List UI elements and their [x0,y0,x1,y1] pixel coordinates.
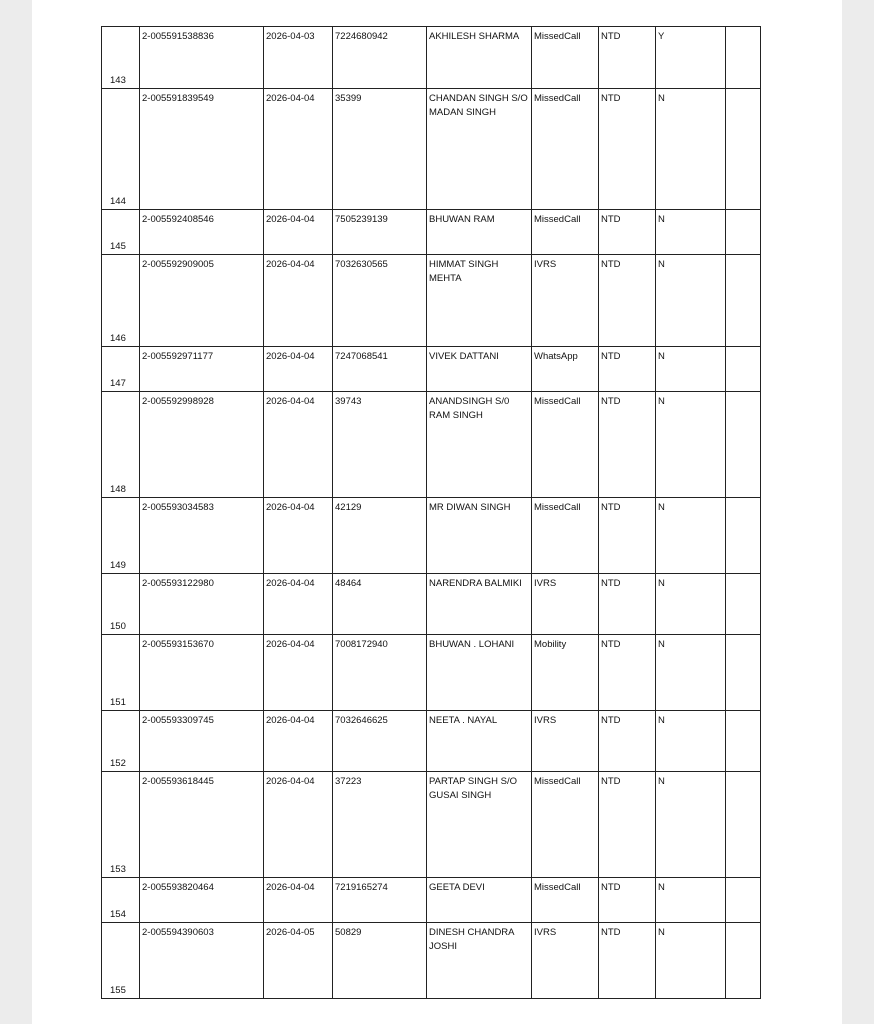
status-cell [599,27,656,89]
phone-number-cell [333,923,427,999]
row-number: 153 [110,864,126,875]
customer-name: GEETA DEVI [429,882,485,893]
phone-number: 7032630565 [335,259,388,270]
row-number-cell [102,878,140,923]
extra [726,711,760,714]
status-cell [599,347,656,392]
table-row [102,574,761,635]
customer-name-cell [427,255,532,347]
record-date-cell [264,27,333,89]
record-id: 2-005591839549 [142,93,214,104]
status: NTD [601,927,621,938]
extra [726,574,760,577]
record-date-cell [264,89,333,210]
customer-name-cell [427,89,532,210]
status-cell [599,711,656,772]
record-date: 2026-04-04 [266,93,315,104]
status: NTD [601,882,621,893]
phone-number: 7224680942 [335,31,388,42]
status: NTD [601,93,621,104]
record-date-cell [264,635,333,711]
record-id-cell [140,392,264,498]
record-id: 2-005592971177 [142,351,214,362]
channel-cell [532,210,599,255]
extra-cell [726,347,761,392]
record-date-cell [264,347,333,392]
status: NTD [601,639,621,650]
record-date: 2026-04-04 [266,882,315,893]
extra [726,923,760,926]
status: NTD [601,396,621,407]
row-number-cell [102,392,140,498]
extra-cell [726,255,761,347]
record-date: 2026-04-04 [266,351,315,362]
flag-cell [656,635,726,711]
status: NTD [601,578,621,589]
status-cell [599,923,656,999]
record-id-cell [140,89,264,210]
customer-name: AKHILESH SHARMA [429,31,520,42]
table-row [102,711,761,772]
row-number-cell [102,498,140,574]
record-date: 2026-04-04 [266,776,315,787]
channel-cell [532,498,599,574]
record-id-cell [140,878,264,923]
record-date-cell [264,498,333,574]
channel: MissedCall [534,396,581,407]
row-number-cell [102,210,140,255]
extra-cell [726,89,761,210]
record-date-cell [264,574,333,635]
channel-cell [532,878,599,923]
record-id: 2-005593618445 [142,776,214,787]
customer-name: MR DIWAN SINGH [429,502,511,513]
records-table-body [102,27,761,999]
channel: WhatsApp [534,351,578,362]
channel: IVRS [534,578,557,589]
customer-name-cell [427,923,532,999]
customer-name-cell [427,210,532,255]
extra [726,27,760,30]
record-date: 2026-04-04 [266,639,315,650]
extra [726,210,760,213]
record-id: 2-005593153670 [142,639,214,650]
extra-cell [726,635,761,711]
status: NTD [601,502,621,513]
channel: MissedCall [534,882,581,893]
extra [726,772,760,775]
flag: Y [658,31,665,42]
record-date-cell [264,923,333,999]
phone-number-cell [333,635,427,711]
channel-cell [532,392,599,498]
record-id: 2-005592909005 [142,259,214,270]
phone-number: 7505239139 [335,214,388,225]
phone-number: 42129 [335,502,362,513]
table-row [102,923,761,999]
table-row [102,392,761,498]
row-number: 143 [110,75,126,86]
flag: N [658,776,665,787]
channel-cell [532,574,599,635]
row-number-cell [102,923,140,999]
customer-name: VIVEK DATTANI [429,351,499,362]
customer-name-cell [427,711,532,772]
status-cell [599,574,656,635]
record-date-cell [264,772,333,878]
record-id-cell [140,772,264,878]
channel: Mobility [534,639,567,650]
flag-cell [656,89,726,210]
customer-name: NARENDRA BALMIKI [429,578,522,589]
phone-number: 50829 [335,927,362,938]
status-cell [599,635,656,711]
status: NTD [601,214,621,225]
channel-cell [532,772,599,878]
phone-number-cell [333,210,427,255]
phone-number-cell [333,772,427,878]
flag-cell [656,347,726,392]
row-number: 151 [110,697,126,708]
flag-cell [656,711,726,772]
extra-cell [726,772,761,878]
flag-cell [656,923,726,999]
phone-number-cell [333,89,427,210]
phone-number: 48464 [335,578,362,589]
customer-name: CHANDAN SINGH S/O MADAN SINGH [429,93,528,118]
status-cell [599,392,656,498]
channel: MissedCall [534,31,581,42]
record-id-cell [140,27,264,89]
channel: MissedCall [534,93,581,104]
extra-cell [726,878,761,923]
record-id-cell [140,347,264,392]
customer-name: NEETA . NAYAL [429,715,498,726]
document-page [32,0,842,1024]
record-date-cell [264,392,333,498]
extra-cell [726,923,761,999]
phone-number-cell [333,255,427,347]
flag: N [658,715,665,726]
extra-cell [726,210,761,255]
customer-name-cell [427,574,532,635]
table-row [102,635,761,711]
extra-cell [726,498,761,574]
table-row [102,772,761,878]
flag: N [658,214,665,225]
channel: IVRS [534,715,557,726]
flag-cell [656,392,726,498]
row-number-cell [102,711,140,772]
record-date: 2026-04-04 [266,578,315,589]
record-id-cell [140,498,264,574]
flag: N [658,351,665,362]
table-row [102,255,761,347]
row-number: 147 [110,378,126,389]
status: NTD [601,259,621,270]
record-date-cell [264,878,333,923]
record-id: 2-005594390603 [142,927,214,938]
row-number: 145 [110,241,126,252]
status: NTD [601,31,621,42]
customer-name: HIMMAT SINGH MEHTA [429,259,499,284]
status: NTD [601,776,621,787]
phone-number-cell [333,498,427,574]
record-date: 2026-04-04 [266,502,315,513]
extra [726,89,760,92]
channel-cell [532,923,599,999]
flag-cell [656,27,726,89]
row-number-cell [102,89,140,210]
flag: N [658,259,665,270]
flag: N [658,578,665,589]
status-cell [599,210,656,255]
record-id-cell [140,711,264,772]
record-date: 2026-04-04 [266,396,315,407]
record-date: 2026-04-04 [266,715,315,726]
row-number: 152 [110,758,126,769]
status-cell [599,498,656,574]
row-number: 144 [110,196,126,207]
table-row [102,498,761,574]
flag-cell [656,878,726,923]
phone-number-cell [333,392,427,498]
phone-number-cell [333,878,427,923]
status-cell [599,89,656,210]
channel-cell [532,347,599,392]
record-id: 2-005592408546 [142,214,214,225]
record-id: 2-005593820464 [142,882,214,893]
customer-name-cell [427,498,532,574]
extra-cell [726,392,761,498]
flag: N [658,396,665,407]
row-number: 155 [110,985,126,996]
records-table [101,26,761,999]
channel-cell [532,635,599,711]
customer-name: ANANDSINGH S/0 RAM SINGH [429,396,510,421]
phone-number: 35399 [335,93,362,104]
row-number-cell [102,574,140,635]
row-number: 154 [110,909,126,920]
channel: MissedCall [534,776,581,787]
extra [726,635,760,638]
record-id-cell [140,923,264,999]
extra [726,878,760,881]
record-id: 2-005591538836 [142,31,214,42]
channel: IVRS [534,259,557,270]
customer-name: BHUWAN RAM [429,214,495,225]
flag-cell [656,255,726,347]
record-date: 2026-04-04 [266,259,315,270]
customer-name-cell [427,772,532,878]
record-id-cell [140,574,264,635]
customer-name-cell [427,392,532,498]
flag: N [658,502,665,513]
record-date: 2026-04-03 [266,31,315,42]
status: NTD [601,351,621,362]
record-id-cell [140,210,264,255]
row-number-cell [102,27,140,89]
record-date-cell [264,711,333,772]
record-id: 2-005592998928 [142,396,214,407]
record-date-cell [264,255,333,347]
status: NTD [601,715,621,726]
record-id: 2-005593122980 [142,578,214,589]
flag-cell [656,498,726,574]
customer-name-cell [427,635,532,711]
customer-name: DINESH CHANDRA JOSHI [429,927,514,952]
phone-number-cell [333,574,427,635]
record-id-cell [140,255,264,347]
customer-name: BHUWAN . LOHANI [429,639,515,650]
row-number: 149 [110,560,126,571]
flag: N [658,927,665,938]
flag: N [658,639,665,650]
channel: IVRS [534,927,557,938]
record-id-cell [140,635,264,711]
flag-cell [656,772,726,878]
row-number: 146 [110,333,126,344]
table-row [102,347,761,392]
flag: N [658,93,665,104]
extra [726,255,760,258]
phone-number: 7032646625 [335,715,388,726]
status-cell [599,878,656,923]
extra [726,392,760,395]
flag-cell [656,574,726,635]
flag-cell [656,210,726,255]
phone-number: 7008172940 [335,639,388,650]
record-date-cell [264,210,333,255]
status-cell [599,255,656,347]
extra [726,347,760,350]
record-date: 2026-04-05 [266,927,315,938]
table-row [102,210,761,255]
channel: MissedCall [534,502,581,513]
extra-cell [726,27,761,89]
extra-cell [726,711,761,772]
phone-number: 39743 [335,396,362,407]
phone-number: 7219165274 [335,882,388,893]
phone-number-cell [333,347,427,392]
row-number-cell [102,772,140,878]
table-row [102,878,761,923]
record-id: 2-005593034583 [142,502,214,513]
record-id: 2-005593309745 [142,715,214,726]
customer-name: PARTAP SINGH S/O GUSAI SINGH [429,776,517,801]
record-date: 2026-04-04 [266,214,315,225]
flag: N [658,882,665,893]
table-row [102,89,761,210]
channel-cell [532,89,599,210]
phone-number: 37223 [335,776,362,787]
row-number-cell [102,255,140,347]
channel-cell [532,255,599,347]
channel-cell [532,27,599,89]
phone-number-cell [333,711,427,772]
phone-number: 7247068541 [335,351,388,362]
row-number-cell [102,347,140,392]
customer-name-cell [427,347,532,392]
extra-cell [726,574,761,635]
row-number: 148 [110,484,126,495]
extra [726,498,760,501]
channel-cell [532,711,599,772]
customer-name-cell [427,878,532,923]
table-row [102,27,761,89]
status-cell [599,772,656,878]
row-number-cell [102,635,140,711]
channel: MissedCall [534,214,581,225]
customer-name-cell [427,27,532,89]
row-number: 150 [110,621,126,632]
phone-number-cell [333,27,427,89]
